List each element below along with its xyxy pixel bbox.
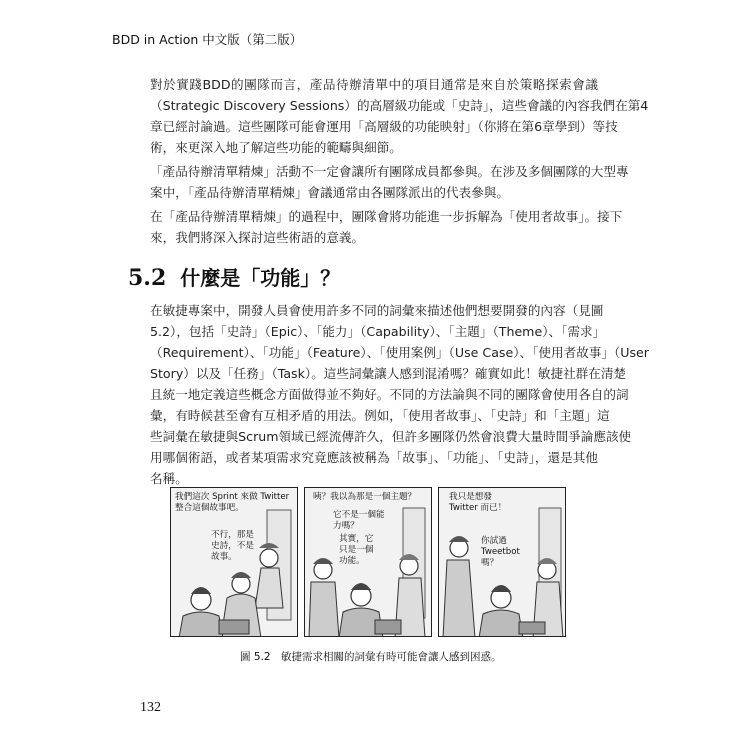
paragraph-3 [150,206,623,248]
page-number: 132 [140,700,161,715]
section-heading [128,262,340,291]
figure-caption: 圖 5.2 敏捷需求相關的詞彙有時可能會讓人感到困惑。 [240,651,502,663]
speech-line: 我們這次 Sprint 來做 Twitter [175,492,290,502]
speech-bubble [333,510,385,532]
section-number: 5.2 [128,265,167,291]
paragraph-line: （Requirement）、「功能」（Feature）、「使用案例」（Use Case）、「使用者故事」（User [150,345,649,360]
paragraph-line: 對於實踐BDD的團隊而言，產品待辦清單中的項目通常是來自於策略探索會議 [150,77,598,92]
speech-line: 史詩，不是 [211,541,254,551]
section-title: 什麼是「功能」？ [180,266,341,290]
paragraph-4 [150,300,649,489]
speech-line: 故事。 [211,552,237,562]
paragraph-line: 在「產品待辦清單精煉」的過程中，團隊會將功能進一步拆解為「使用者故事」。接下 [150,209,623,224]
speech-line: 我只是想發 [449,492,492,502]
running-header: BDD in Action 中文版（第二版） [112,32,303,47]
speech-line: 你試過 [481,536,507,546]
speech-bubble [481,536,520,569]
speech-line: Twitter 而已！ [449,503,507,513]
paragraph-2 [150,161,629,203]
speech-bubble [449,492,506,514]
speech-line: Tweetbot [481,547,520,557]
speech-line: 功能。 [339,556,365,566]
speech-line: 它不是一個能 [333,510,385,520]
speech-bubble [339,534,373,567]
paragraph-1 [150,74,649,158]
comic-strip-figure [170,487,566,637]
paragraph-line: 在敏捷專案中，開發人員會使用許多不同的詞彙來描述他們想要開發的內容（見圖 [150,303,604,318]
speech-bubble [313,492,416,503]
comic-panel-3 [438,487,566,637]
speech-bubble [211,530,254,563]
paragraph-line: 案中，「產品待辦清單精煉」會議通常由各團隊派出的代表參與。 [150,185,509,200]
speech-line: 只是一個 [339,545,374,555]
paragraph-line: 些詞彙在敏捷與Scrum領域已經流傳許久，但許多團隊仍然會浪費大量時間爭論應該使 [150,429,632,444]
speech-line: 嗎？ [481,558,499,568]
paragraph-line: 名稱。 [150,471,188,486]
paragraph-line: 章已經討論過。這些團隊可能會運用「高層級的功能映射」（你將在第6章學到）等技 [150,119,618,134]
paragraph-line: 5.2），包括「史詩」（Epic）、「能力」（Capability）、「主題」（Theme）、「需求」 [150,324,606,339]
paragraph-line: （Strategic Discovery Sessions）的高層級功能或「史詩」，這些會議的內容我們在第4 [150,98,649,113]
paragraph-line: 且統一地定義這些概念方面做得並不夠好。不同的方法論與不同的團隊會使用各自的詞 [150,387,629,402]
comic-panel-2 [304,487,432,637]
speech-line: 咦？我以為那是一個主題？ [313,492,417,502]
paragraph-line: Story）以及「任務」（Task）。這些詞彙讓人感到混淆嗎？確實如此！敏捷社群在清楚 [150,366,627,381]
speech-line: 力嗎？ [333,521,359,531]
paragraph-line: 「產品待辦清單精煉」活動不一定會讓所有團隊成員都參與。在涉及多個團隊的大型專 [150,164,629,179]
speech-bubble [175,492,289,514]
speech-line: 不行，那是 [211,530,254,540]
speech-line: 整合這個故事吧。 [175,503,244,513]
paragraph-line: 來，我們將深入探討這些術語的意義。 [150,230,365,245]
comic-panel-1 [170,487,298,637]
paragraph-line: 術，來更深入地了解這些功能的範疇與細節。 [150,140,402,155]
paragraph-line: 彙，有時候甚至會有互相矛盾的用法。例如，「使用者故事」、「史詩」和「主題」這 [150,408,610,423]
speech-line: 其實，它 [339,534,374,544]
paragraph-line: 用哪個術語，或者某項需求究竟應該被稱為「故事」、「功能」、「史詩」，還是其他 [150,450,598,465]
